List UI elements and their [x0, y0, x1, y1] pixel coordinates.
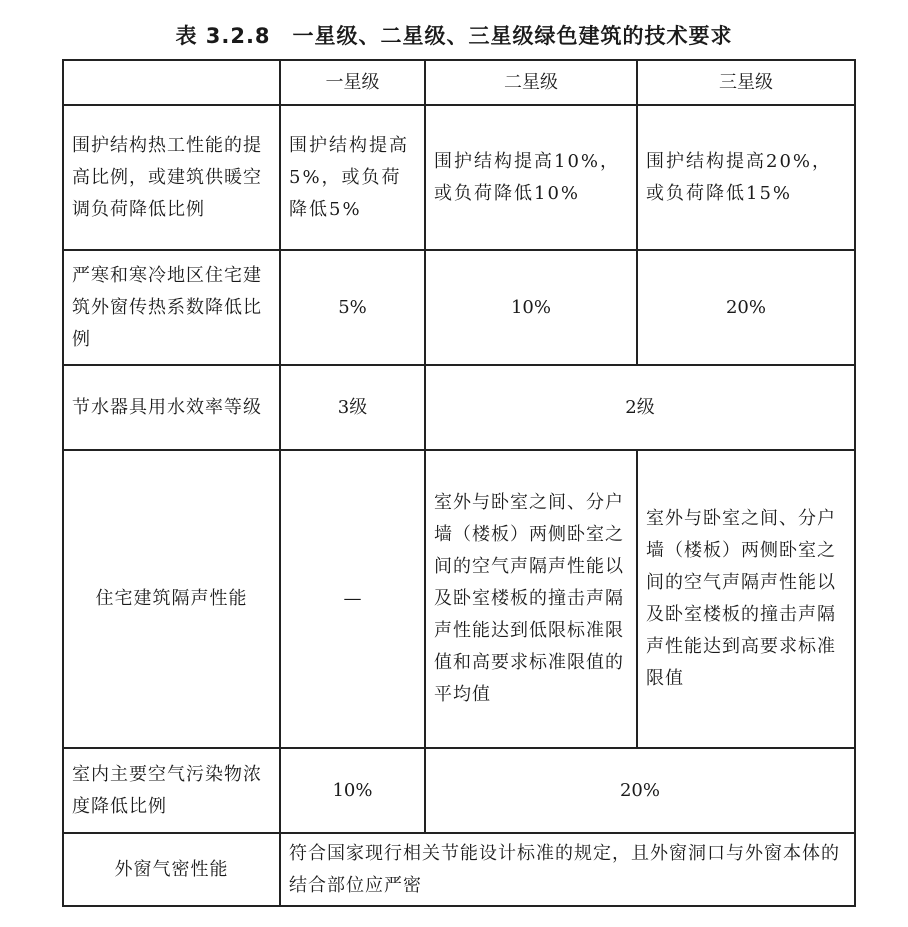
cell-air-two-three-star: 20% [425, 748, 855, 833]
technical-requirements-table [62, 59, 856, 907]
table-row [63, 365, 855, 450]
row-label-envelope: 围护结构热工性能的提高比例，或建筑供暖空调负荷降低比例 [63, 105, 280, 250]
table-title [0, 20, 908, 50]
cell-water-one-star: 3级 [280, 365, 425, 450]
header-three-star: 三星级 [637, 60, 855, 105]
cell-window-three-star: 20% [637, 250, 855, 365]
cell-envelope-two-star: 围护结构提高10%，或负荷降低10% [425, 105, 637, 250]
row-label-air-pollutants: 室内主要空气污染物浓度降低比例 [63, 748, 280, 833]
table-row [63, 833, 855, 906]
row-label-water-efficiency: 节水器具用水效率等级 [63, 365, 280, 450]
row-label-window-airtightness: 外窗气密性能 [63, 833, 280, 906]
cell-sound-three-star: 室外与卧室之间、分户墙（楼板）两侧卧室之间的空气声隔声性能以及卧室楼板的撞击声隔声性能达到高要求标准限值 [637, 450, 855, 748]
table-header-row [63, 60, 855, 105]
row-label-window-heat-transfer: 严寒和寒冷地区住宅建筑外窗传热系数降低比例 [63, 250, 280, 365]
cell-water-two-three-star: 2级 [425, 365, 855, 450]
cell-air-one-star: 10% [280, 748, 425, 833]
cell-sound-one-star: — [280, 450, 425, 748]
header-empty-cell [63, 60, 280, 105]
header-one-star: 一星级 [280, 60, 425, 105]
cell-envelope-one-star: 围护结构提高5%，或负荷降低5% [280, 105, 425, 250]
table-row [63, 105, 855, 250]
table-row [63, 748, 855, 833]
cell-airtightness-all: 符合国家现行相关节能设计标准的规定，且外窗洞口与外窗本体的结合部位应严密 [280, 833, 855, 906]
header-two-star: 二星级 [425, 60, 637, 105]
table-row [63, 250, 855, 365]
row-label-sound-insulation: 住宅建筑隔声性能 [63, 450, 280, 748]
cell-window-one-star: 5% [280, 250, 425, 365]
cell-window-two-star: 10% [425, 250, 637, 365]
cell-sound-two-star: 室外与卧室之间、分户墙（楼板）两侧卧室之间的空气声隔声性能以及卧室楼板的撞击声隔声性能达到低限标准限值和高要求标准限值的平均值 [425, 450, 637, 748]
table-caption: 一星级、二星级、三星级绿色建筑的技术要求 [292, 24, 733, 48]
table-row [63, 450, 855, 748]
table-number: 表 3.2.8 [175, 24, 271, 48]
cell-envelope-three-star: 围护结构提高20%，或负荷降低15% [637, 105, 855, 250]
